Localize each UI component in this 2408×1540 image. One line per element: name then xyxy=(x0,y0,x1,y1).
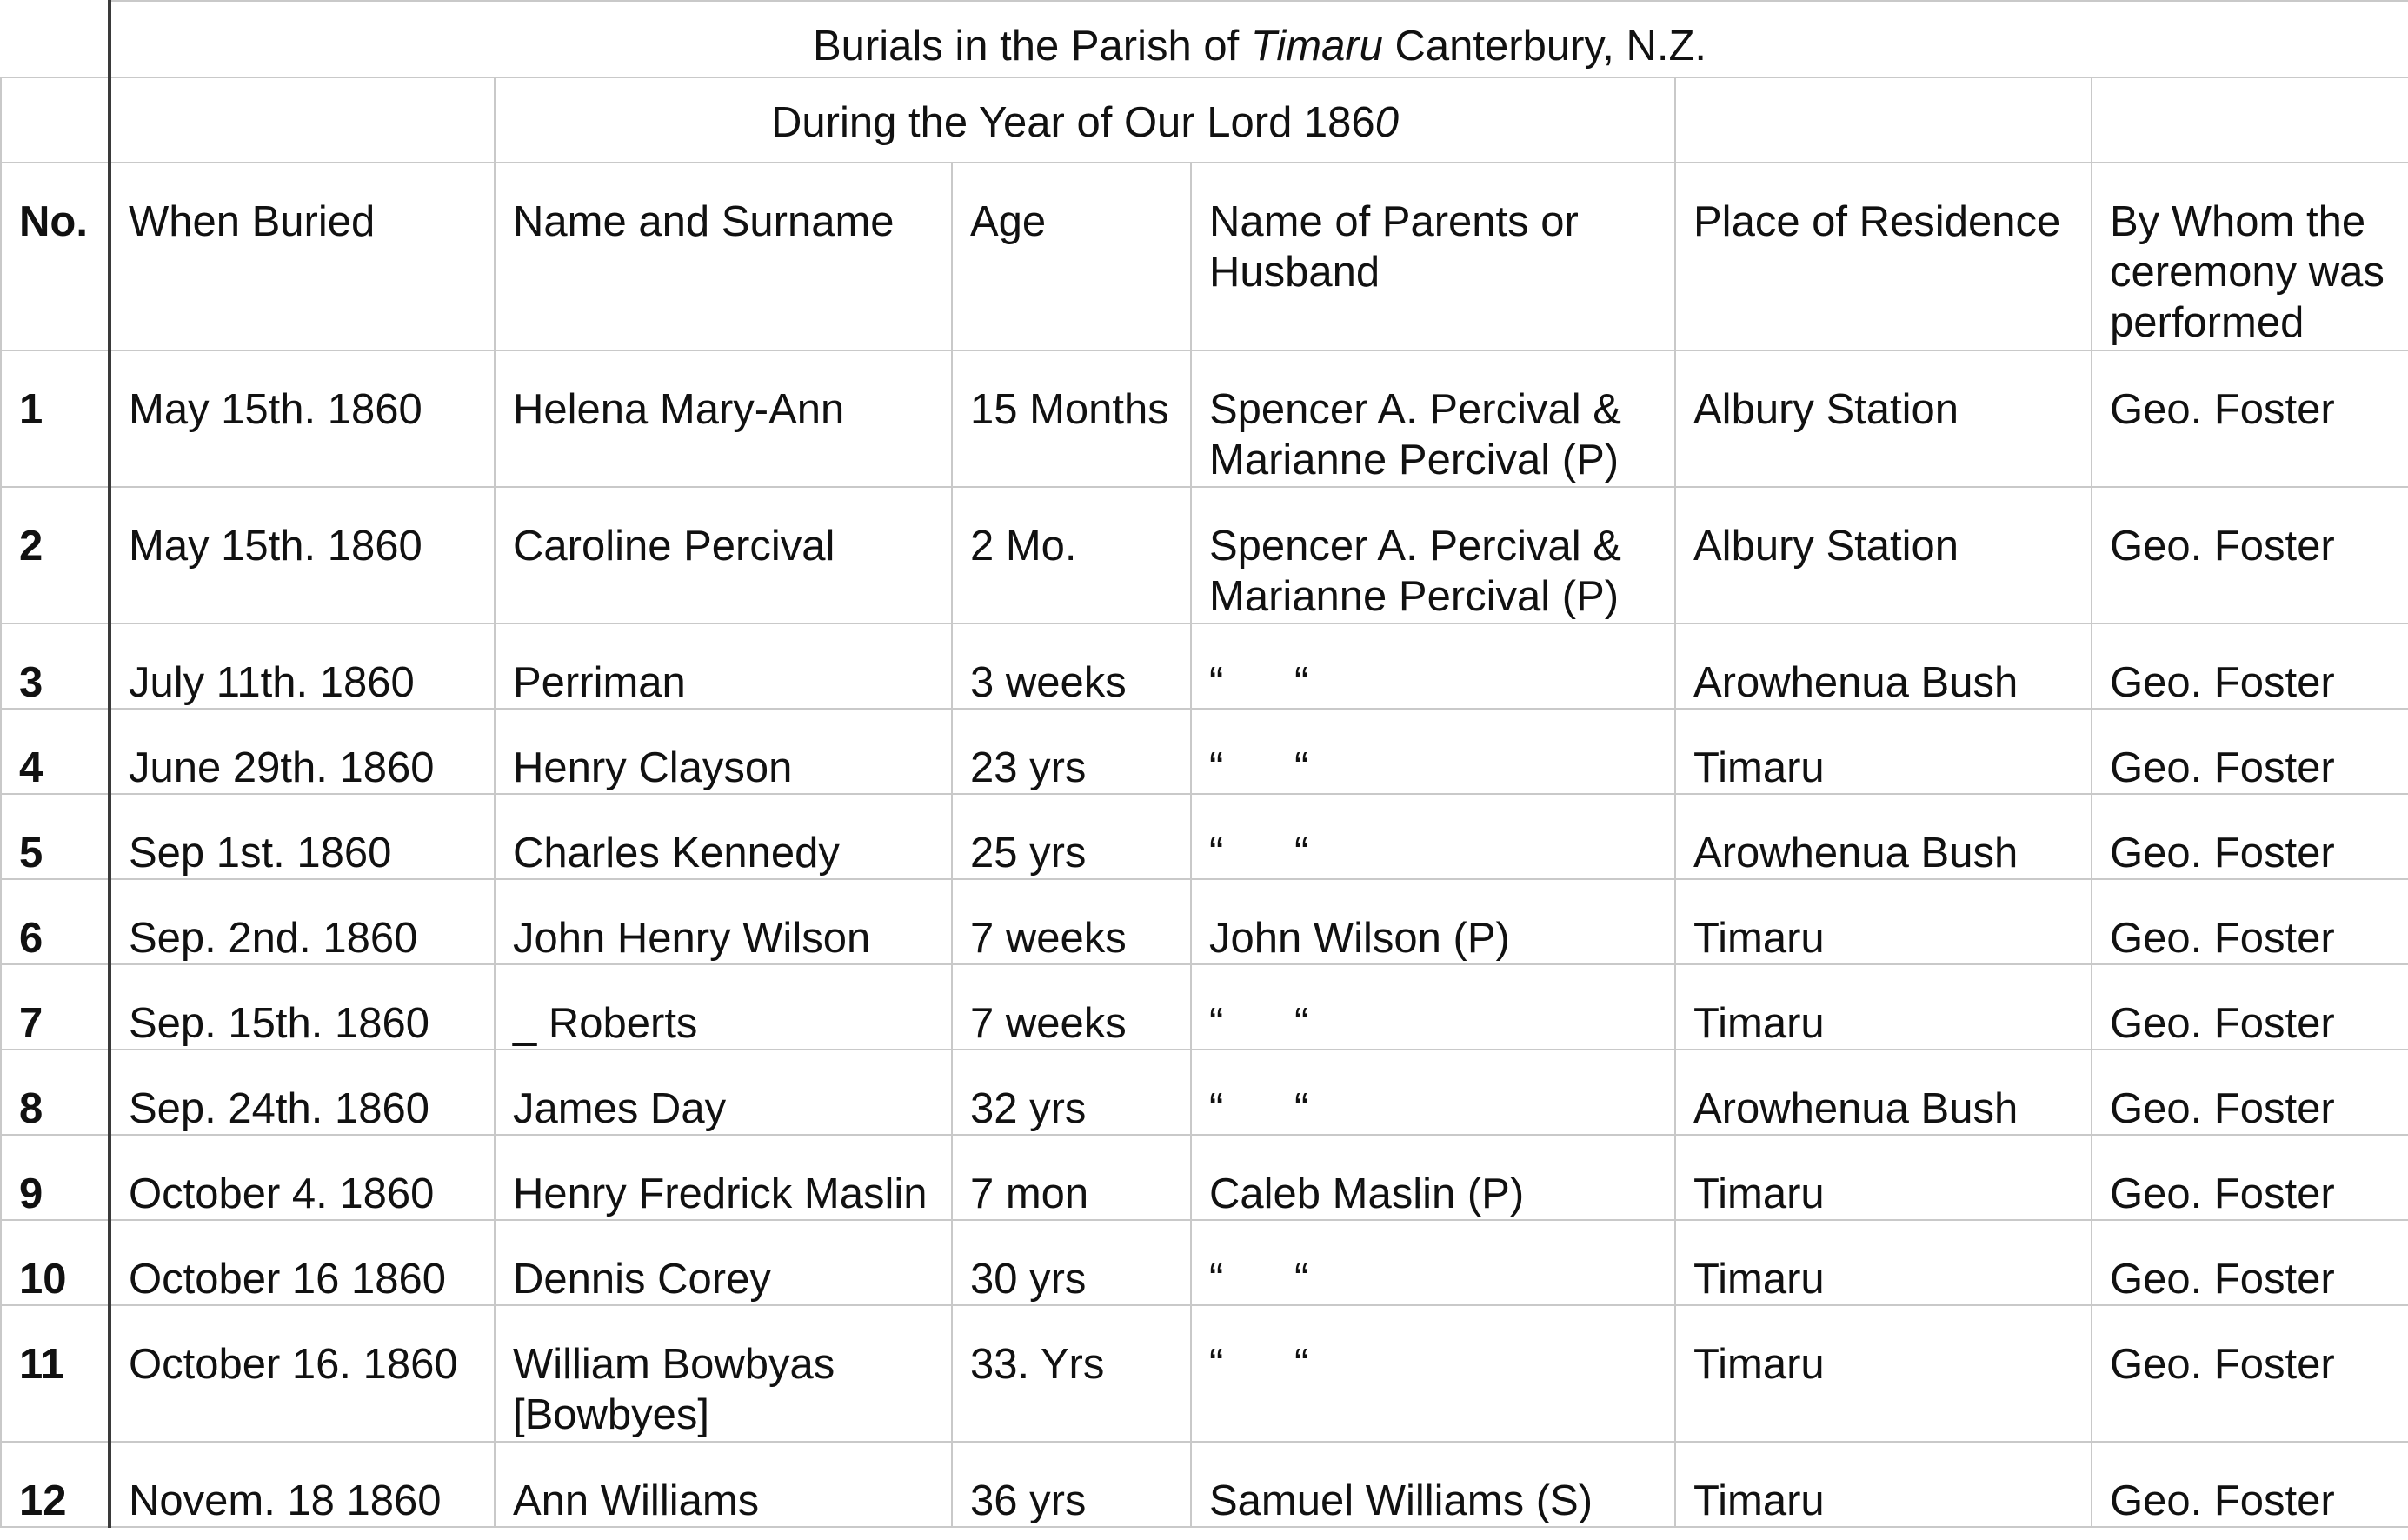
entry-when-buried: Sep. 15th. 1860 xyxy=(110,964,495,1050)
entry-age: 30 yrs xyxy=(952,1220,1191,1305)
table-row xyxy=(1,1050,2408,1135)
entry-officiant: Geo. Foster xyxy=(2092,1050,2408,1135)
entry-age: 33. Yrs xyxy=(952,1305,1191,1442)
table-row xyxy=(1,794,2408,879)
entry-no: 5 xyxy=(1,794,110,879)
header-when-buried: When Buried xyxy=(110,163,495,350)
table-row xyxy=(1,879,2408,964)
entry-officiant: Geo. Foster xyxy=(2092,964,2408,1050)
title-row xyxy=(1,1,2408,77)
entry-name: Dennis Corey xyxy=(495,1220,952,1305)
entry-name: Henry Fredrick Maslin xyxy=(495,1135,952,1220)
entry-residence: Timaru xyxy=(1675,879,2092,964)
table-row xyxy=(1,1220,2408,1305)
entry-age: 25 yrs xyxy=(952,794,1191,879)
entry-no: 9 xyxy=(1,1135,110,1220)
blank-cell xyxy=(1675,77,2092,163)
entry-when-buried: October 4. 1860 xyxy=(110,1135,495,1220)
entry-parents: “ “ xyxy=(1191,964,1675,1050)
entry-residence: Timaru xyxy=(1675,1135,2092,1220)
entry-residence: Albury Station xyxy=(1675,350,2092,487)
entry-name: Perriman xyxy=(495,623,952,709)
entry-officiant: Geo. Foster xyxy=(2092,350,2408,487)
entry-parents: Caleb Maslin (P) xyxy=(1191,1135,1675,1220)
header-no: No. xyxy=(1,163,110,350)
entry-residence: Timaru xyxy=(1675,1220,2092,1305)
year-line-prefix: During the Year of Our Lord 186 xyxy=(771,99,1375,146)
entry-officiant: Geo. Foster xyxy=(2092,709,2408,794)
table-row xyxy=(1,964,2408,1050)
entry-no: 8 xyxy=(1,1050,110,1135)
table-row xyxy=(1,487,2408,623)
header-officiant: By Whom the ceremony was performed xyxy=(2092,163,2408,350)
entry-when-buried: June 29th. 1860 xyxy=(110,709,495,794)
entry-name: Ann Williams xyxy=(495,1442,952,1527)
entry-officiant: Geo. Foster xyxy=(2092,879,2408,964)
entry-residence: Timaru xyxy=(1675,709,2092,794)
entry-age: 2 Mo. xyxy=(952,487,1191,623)
table-row xyxy=(1,1305,2408,1442)
entry-officiant: Geo. Foster xyxy=(2092,1442,2408,1527)
entry-no: 12 xyxy=(1,1442,110,1527)
entry-officiant: Geo. Foster xyxy=(2092,487,2408,623)
entry-age: 7 weeks xyxy=(952,879,1191,964)
entry-age: 7 weeks xyxy=(952,964,1191,1050)
register-title xyxy=(110,1,2408,77)
year-line-last-digit: 0 xyxy=(1374,99,1399,146)
header-name-and-surname: Name and Surname xyxy=(495,163,952,350)
year-row xyxy=(1,77,2408,163)
entry-when-buried: Sep. 2nd. 1860 xyxy=(110,879,495,964)
entry-when-buried: May 15th. 1860 xyxy=(110,487,495,623)
entry-no: 10 xyxy=(1,1220,110,1305)
table-row xyxy=(1,1442,2408,1527)
title-place: Timaru xyxy=(1250,23,1383,70)
entry-no: 11 xyxy=(1,1305,110,1442)
header-age: Age xyxy=(952,163,1191,350)
entry-when-buried: Novem. 18 1860 xyxy=(110,1442,495,1527)
entry-no: 7 xyxy=(1,964,110,1050)
entry-residence: Arowhenua Bush xyxy=(1675,623,2092,709)
blank-cell xyxy=(1,1,110,77)
entry-name: _ Roberts xyxy=(495,964,952,1050)
entry-parents: “ “ xyxy=(1191,1050,1675,1135)
entry-age: 15 Months xyxy=(952,350,1191,487)
entry-parents: “ “ xyxy=(1191,709,1675,794)
entry-when-buried: Sep. 24th. 1860 xyxy=(110,1050,495,1135)
blank-cell xyxy=(110,77,495,163)
entry-parents: “ “ xyxy=(1191,1305,1675,1442)
entry-officiant: Geo. Foster xyxy=(2092,1220,2408,1305)
entry-no: 1 xyxy=(1,350,110,487)
entry-name: Caroline Percival xyxy=(495,487,952,623)
entry-officiant: Geo. Foster xyxy=(2092,1135,2408,1220)
header-parents-or-husband: Name of Parents or Husband xyxy=(1191,163,1675,350)
entry-age: 36 yrs xyxy=(952,1442,1191,1527)
register-year-line xyxy=(495,77,1675,163)
table-row xyxy=(1,1135,2408,1220)
entry-name: William Bowbyas [Bowbyes] xyxy=(495,1305,952,1442)
entry-age: 23 yrs xyxy=(952,709,1191,794)
entry-name: Charles Kennedy xyxy=(495,794,952,879)
entry-no: 6 xyxy=(1,879,110,964)
entry-residence: Arowhenua Bush xyxy=(1675,794,2092,879)
entry-officiant: Geo. Foster xyxy=(2092,794,2408,879)
entry-parents: “ “ xyxy=(1191,623,1675,709)
column-header-row xyxy=(1,163,2408,350)
entry-no: 3 xyxy=(1,623,110,709)
entry-name: Helena Mary-Ann xyxy=(495,350,952,487)
entry-parents: Spencer A. Percival & Marianne Percival (P) xyxy=(1191,487,1675,623)
entry-age: 7 mon xyxy=(952,1135,1191,1220)
table-row xyxy=(1,623,2408,709)
entry-residence: Timaru xyxy=(1675,964,2092,1050)
entry-residence: Arowhenua Bush xyxy=(1675,1050,2092,1135)
entry-residence: Albury Station xyxy=(1675,487,2092,623)
entry-when-buried: Sep 1st. 1860 xyxy=(110,794,495,879)
entry-residence: Timaru xyxy=(1675,1442,2092,1527)
entry-when-buried: May 15th. 1860 xyxy=(110,350,495,487)
header-place-of-residence: Place of Residence xyxy=(1675,163,2092,350)
entry-officiant: Geo. Foster xyxy=(2092,623,2408,709)
entry-no: 4 xyxy=(1,709,110,794)
entry-name: James Day xyxy=(495,1050,952,1135)
title-suffix: Canterbury, N.Z. xyxy=(1382,23,1707,70)
entry-no: 2 xyxy=(1,487,110,623)
blank-cell xyxy=(2092,77,2408,163)
entry-residence: Timaru xyxy=(1675,1305,2092,1442)
entry-parents: “ “ xyxy=(1191,794,1675,879)
entry-age: 32 yrs xyxy=(952,1050,1191,1135)
entry-parents: John Wilson (P) xyxy=(1191,879,1675,964)
entry-when-buried: October 16. 1860 xyxy=(110,1305,495,1442)
title-prefix: Burials in the Parish of xyxy=(813,23,1251,70)
entry-name: John Henry Wilson xyxy=(495,879,952,964)
table-row xyxy=(1,709,2408,794)
entry-when-buried: July 11th. 1860 xyxy=(110,623,495,709)
entry-officiant: Geo. Foster xyxy=(2092,1305,2408,1442)
entry-parents: Spencer A. Percival & Marianne Percival (P) xyxy=(1191,350,1675,487)
entry-parents: “ “ xyxy=(1191,1220,1675,1305)
register-entries xyxy=(1,350,2408,1527)
blank-cell xyxy=(1,77,110,163)
entry-age: 3 weeks xyxy=(952,623,1191,709)
entry-when-buried: October 16 1860 xyxy=(110,1220,495,1305)
entry-name: Henry Clayson xyxy=(495,709,952,794)
table-row xyxy=(1,350,2408,487)
entry-parents: Samuel Williams (S) xyxy=(1191,1442,1675,1527)
